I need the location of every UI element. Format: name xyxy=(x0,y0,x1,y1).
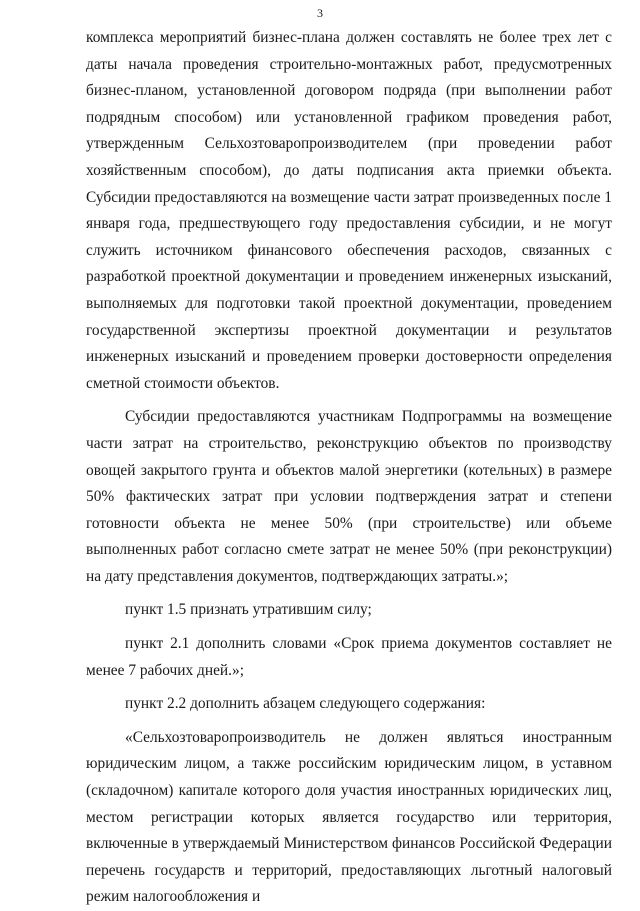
paragraph-subsidies: Субсидии предоставляются участникам Подпрограммы на возмещение части затрат на строительство, реконструкцию объектов по производству овощей закрытого грунта и объектов малой энергетики (котельных) в размере 50% фактических затрат при условии подтверждения затрат и степени готовности объекта не менее 50% (при строительстве) или объеме выполненных работ согласно смете затрат не менее 50% (при реконструкции) на дату представления документов, подтверждающих затраты.»; xyxy=(86,408,612,585)
paragraph-continuation: комплекса мероприятий бизнес-плана должен составлять не более трех лет с даты начала проведения строительно-монтажных работ, предусмотренных бизнес-планом, установленной договором подряда (при выполнении работ подрядным способом) или установленной графиком проведения работ, утвержденным Сельхозтоваропроизводителем (при проведении работ хозяйственным способом), до даты подписания акта приемки объекта. Субсидии предоставляются на возмещение части затрат произведенных после 1 января года, предшествующего году предоставления субсидии, и не могут служить источником финансового обеспечения расходов, связанных с разработкой проектной документации и проведением инженерных изысканий, выполняемых для подготовки такой проектной документации, проведением государственной экспертизы проектной документации и результатов инженерных изысканий и проведением проверки достоверности определения сметной стоимости объектов. xyxy=(86,29,612,392)
page-number: 3 xyxy=(317,6,323,20)
paragraph-quote: «Сельхозтоваропроизводитель не должен являться иностранным юридическим лицом, а также российским юридическим лицом, в уставном (складочном) капитале которого доля участия иностранных юридических лиц, местом регистрации которых является государство или территория, включенные в утверждаемый Министерством финансов Российской Федерации перечень государств и территорий, предоставляющих льготный налоговый режим налогообложения и xyxy=(86,728,612,906)
paragraph-gap xyxy=(86,718,612,725)
paragraph-gap xyxy=(86,590,612,597)
paragraph-item-2-2: пункт 2.2 дополнить абзацем следующего содержания: xyxy=(125,695,486,713)
paragraph-gap xyxy=(86,684,612,691)
document-body xyxy=(86,25,612,911)
paragraph-item-1-5: пункт 1.5 признать утратившим силу; xyxy=(125,601,372,619)
paragraph-gap xyxy=(86,624,612,631)
paragraph-gap xyxy=(86,397,612,404)
paragraph-item-2-1: пункт 2.1 дополнить словами «Срок приема документов составляет не менее 7 рабочих дней.»; xyxy=(86,635,612,679)
